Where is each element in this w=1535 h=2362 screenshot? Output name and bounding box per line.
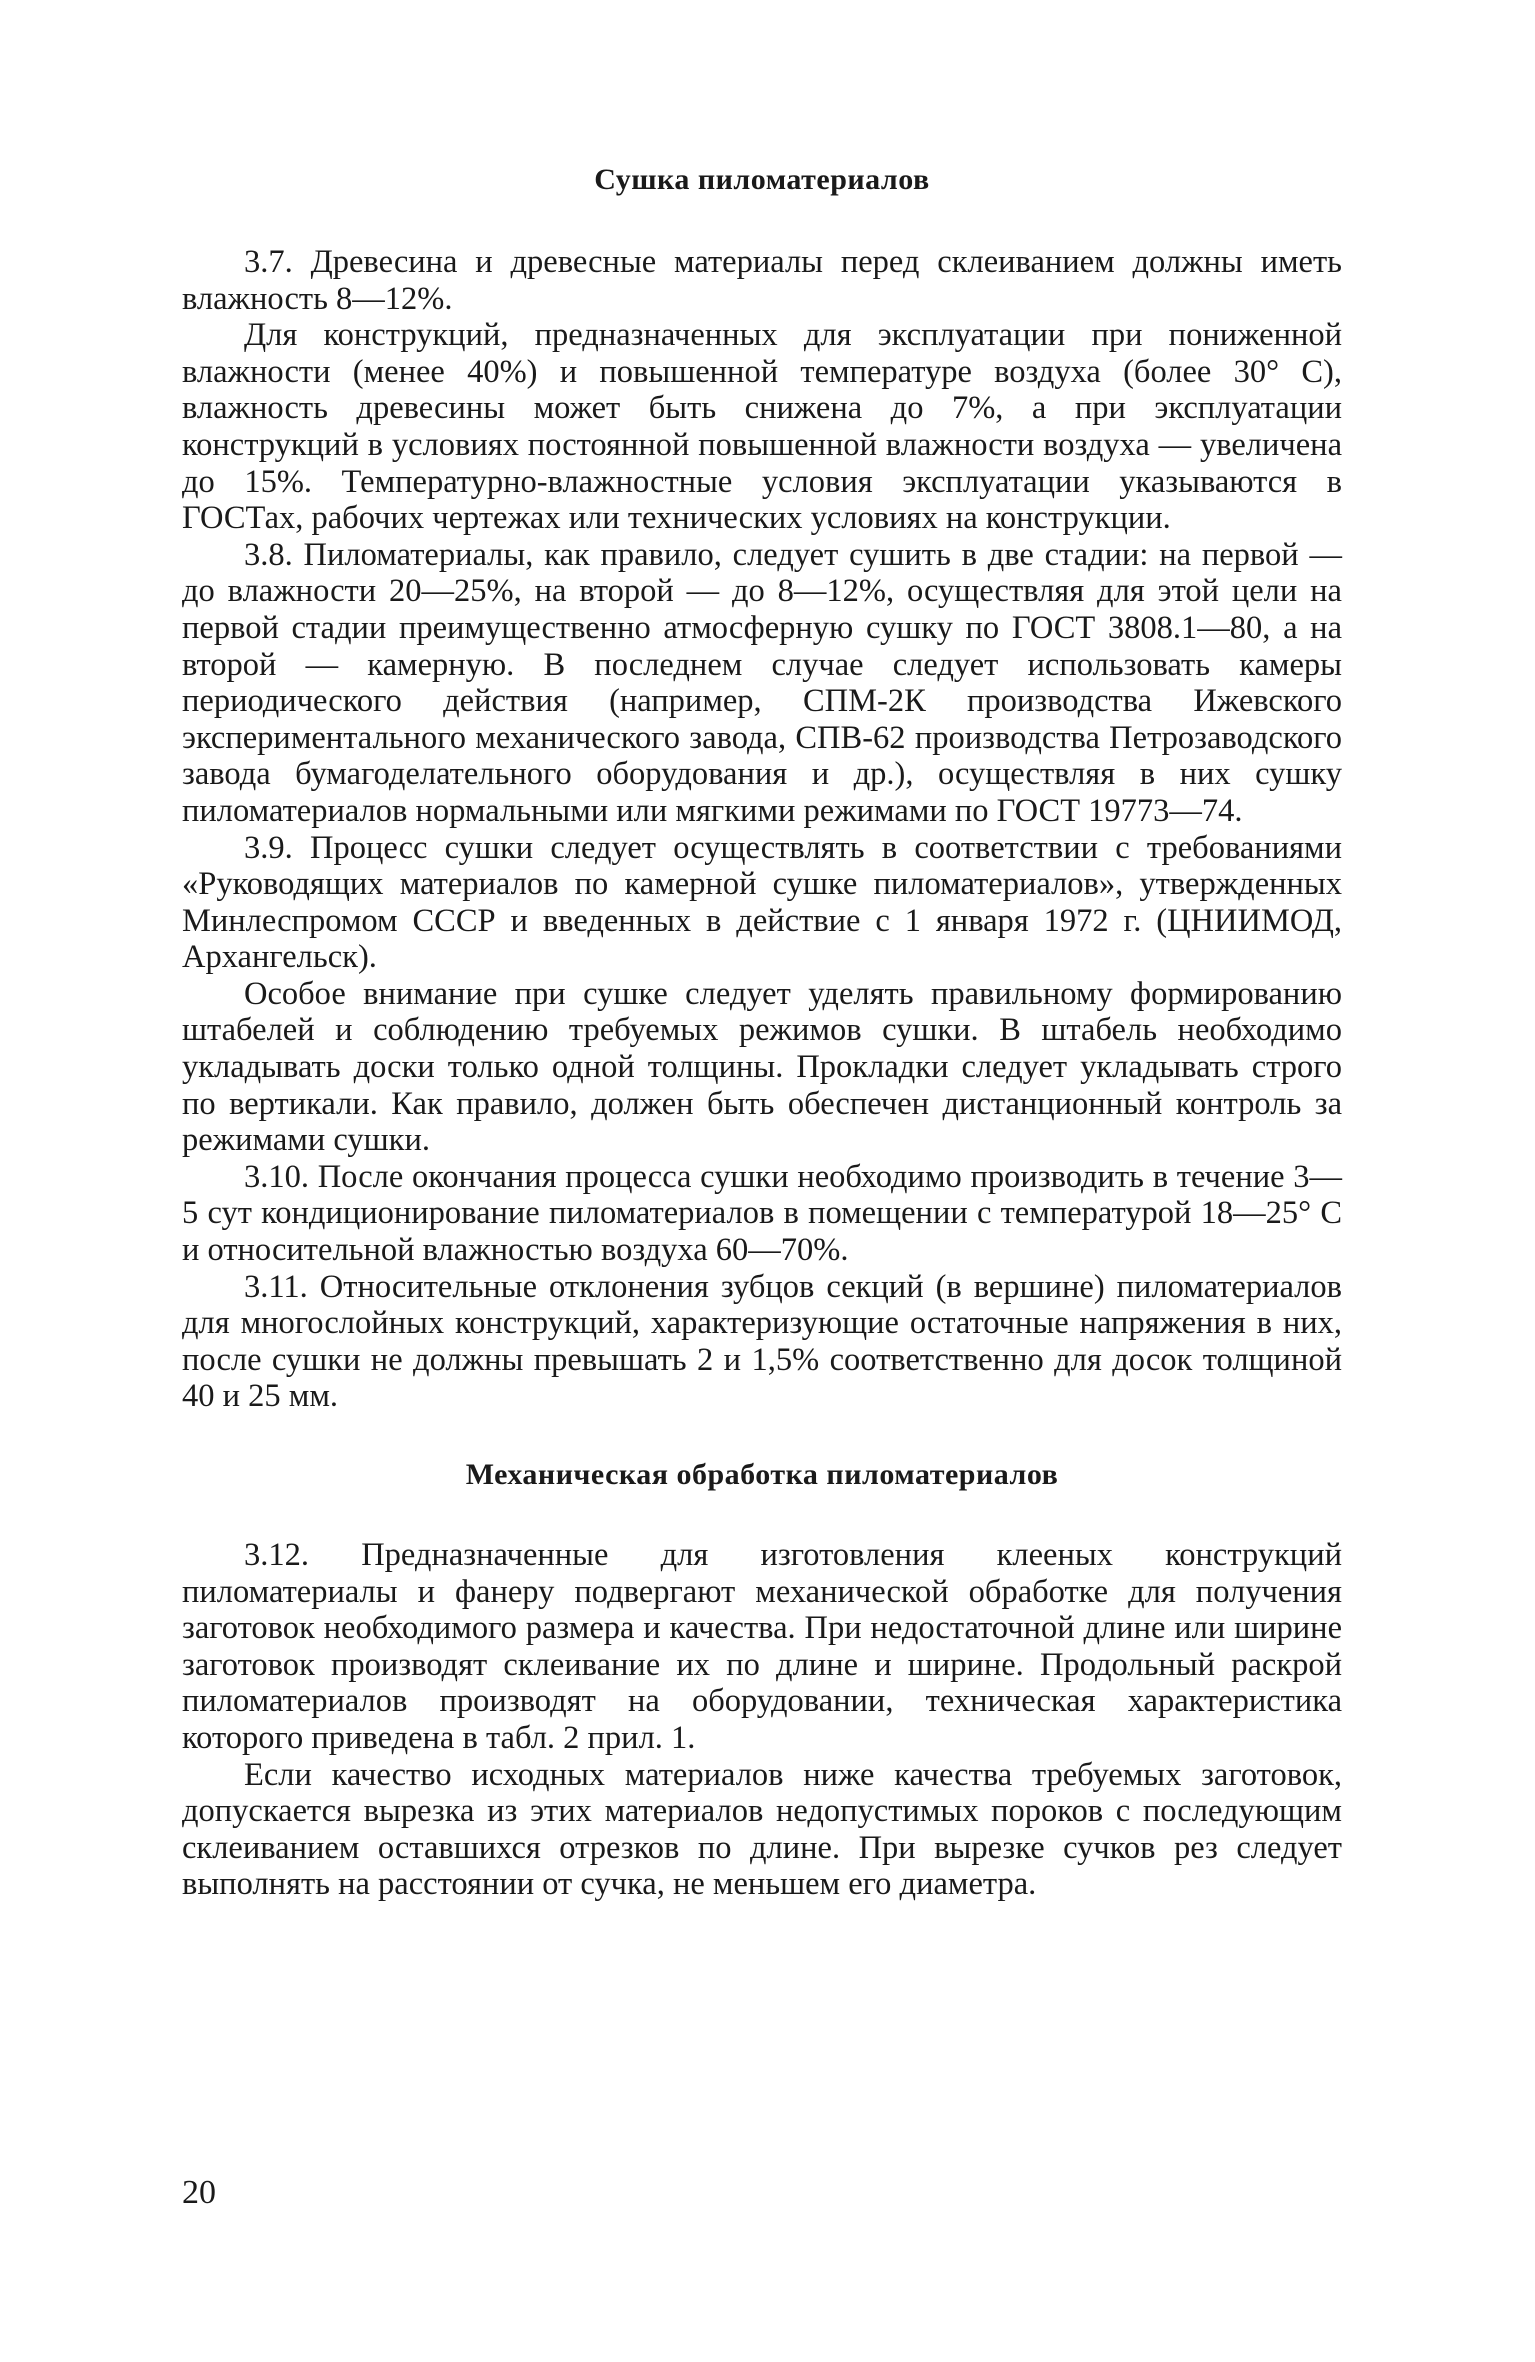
paragraph-3-12-defects: Если качество исходных материалов ниже качества требуемых заготовок, допускается вырезка из этих материалов недопустимых пороков с последующим склеиванием оставшихся отрезков по длине. При вырезке сучков рез следует выполнять на расстоянии от сучка, не меньшем его диаметра. — [182, 1756, 1342, 1903]
section-title-machining: Механическая обработка пиломатериалов — [465, 1458, 1059, 1491]
paragraph-3-7: 3.7. Древесина и древесные материалы перед склеиванием должны иметь влажность 8—12%. — [182, 244, 1342, 317]
paragraph-3-11: 3.11. Относительные отклонения зубцов секций (в вершине) пиломатериалов для многослойных конструкций, характеризующие остаточные напряжения в них, после сушки не должны превышать 2 и 1,5% соответственно для досок толщиной 40 и 25 мм. — [182, 1268, 1342, 1415]
paragraph-3-9: 3.9. Процесс сушки следует осуществлять в соответствии с требованиями «Руководящих материалов по камерной сушке пиломатериалов», утвержденных Минлеспромом СССР и введенных в действие с 1 января 1972 г. (ЦНИИМОД, Архангельск). — [182, 829, 1342, 976]
paragraph-3-10: 3.10. После окончания процесса сушки необходимо производить в течение 3—5 сут кондиционирование пиломатериалов в помещении с температурой 18—25° С и относительной влажностью воздуха 60—70%. — [182, 1158, 1342, 1269]
page-number: 20 — [182, 2174, 216, 2211]
paragraph-3-8: 3.8. Пиломатериалы, как правило, следует сушить в две стадии: на первой — до влажности 20—25%, на второй — до 8—12%, осуществляя для этой цели на первой стадии преимущественно атмосферную сушку по ГОСТ 3808.1—80, а на второй — камерную. В последнем случае следует использовать камеры периодического действия (например, СПМ-2К производства Ижевского экспериментального механического завода, СПВ-62 производства Петрозаводского завода бумагоделательного оборудования и др.), осуществляя в них сушку пиломатериалов нормальными или мягкими режимами по ГОСТ 19773—74. — [182, 536, 1342, 829]
document-page — [182, 160, 1342, 1903]
section-title-drying: Сушка пиломатериалов — [594, 163, 930, 196]
paragraph-3-7-conditions: Для конструкций, предназначенных для эксплуатации при пониженной влажности (менее 40%) и повышенной температуре воздуха (более 30° С), влажность древесины может быть снижена до 7%, а при эксплуатации конструкций в условиях постоянной повышенной влажности воздуха — увеличена до 15%. Температурно-влажностные условия эксплуатации указываются в ГОСТах, рабочих чертежах или технических условиях на конструкции. — [182, 317, 1342, 537]
paragraph-3-12: 3.12. Предназначенные для изготовления клееных конструкций пиломатериалы и фанеру подвергают механической обработке для получения заготовок необходимого размера и качества. При недостаточной длине или ширине заготовок производят склеивание их по длине и ширине. Продольный раскрой пиломатериалов производят на оборудовании, техническая характеристика которого приведена в табл. 2 прил. 1. — [182, 1537, 1342, 1756]
paragraph-3-9-stacking: Особое внимание при сушке следует уделять правильному формированию штабелей и соблюдению требуемых режимов сушки. В штабель необходимо укладывать доски только одной толщины. Прокладки следует укладывать строго по вертикали. Как правило, должен быть обеспечен дистанционный контроль за режимами сушки. — [182, 975, 1342, 1159]
